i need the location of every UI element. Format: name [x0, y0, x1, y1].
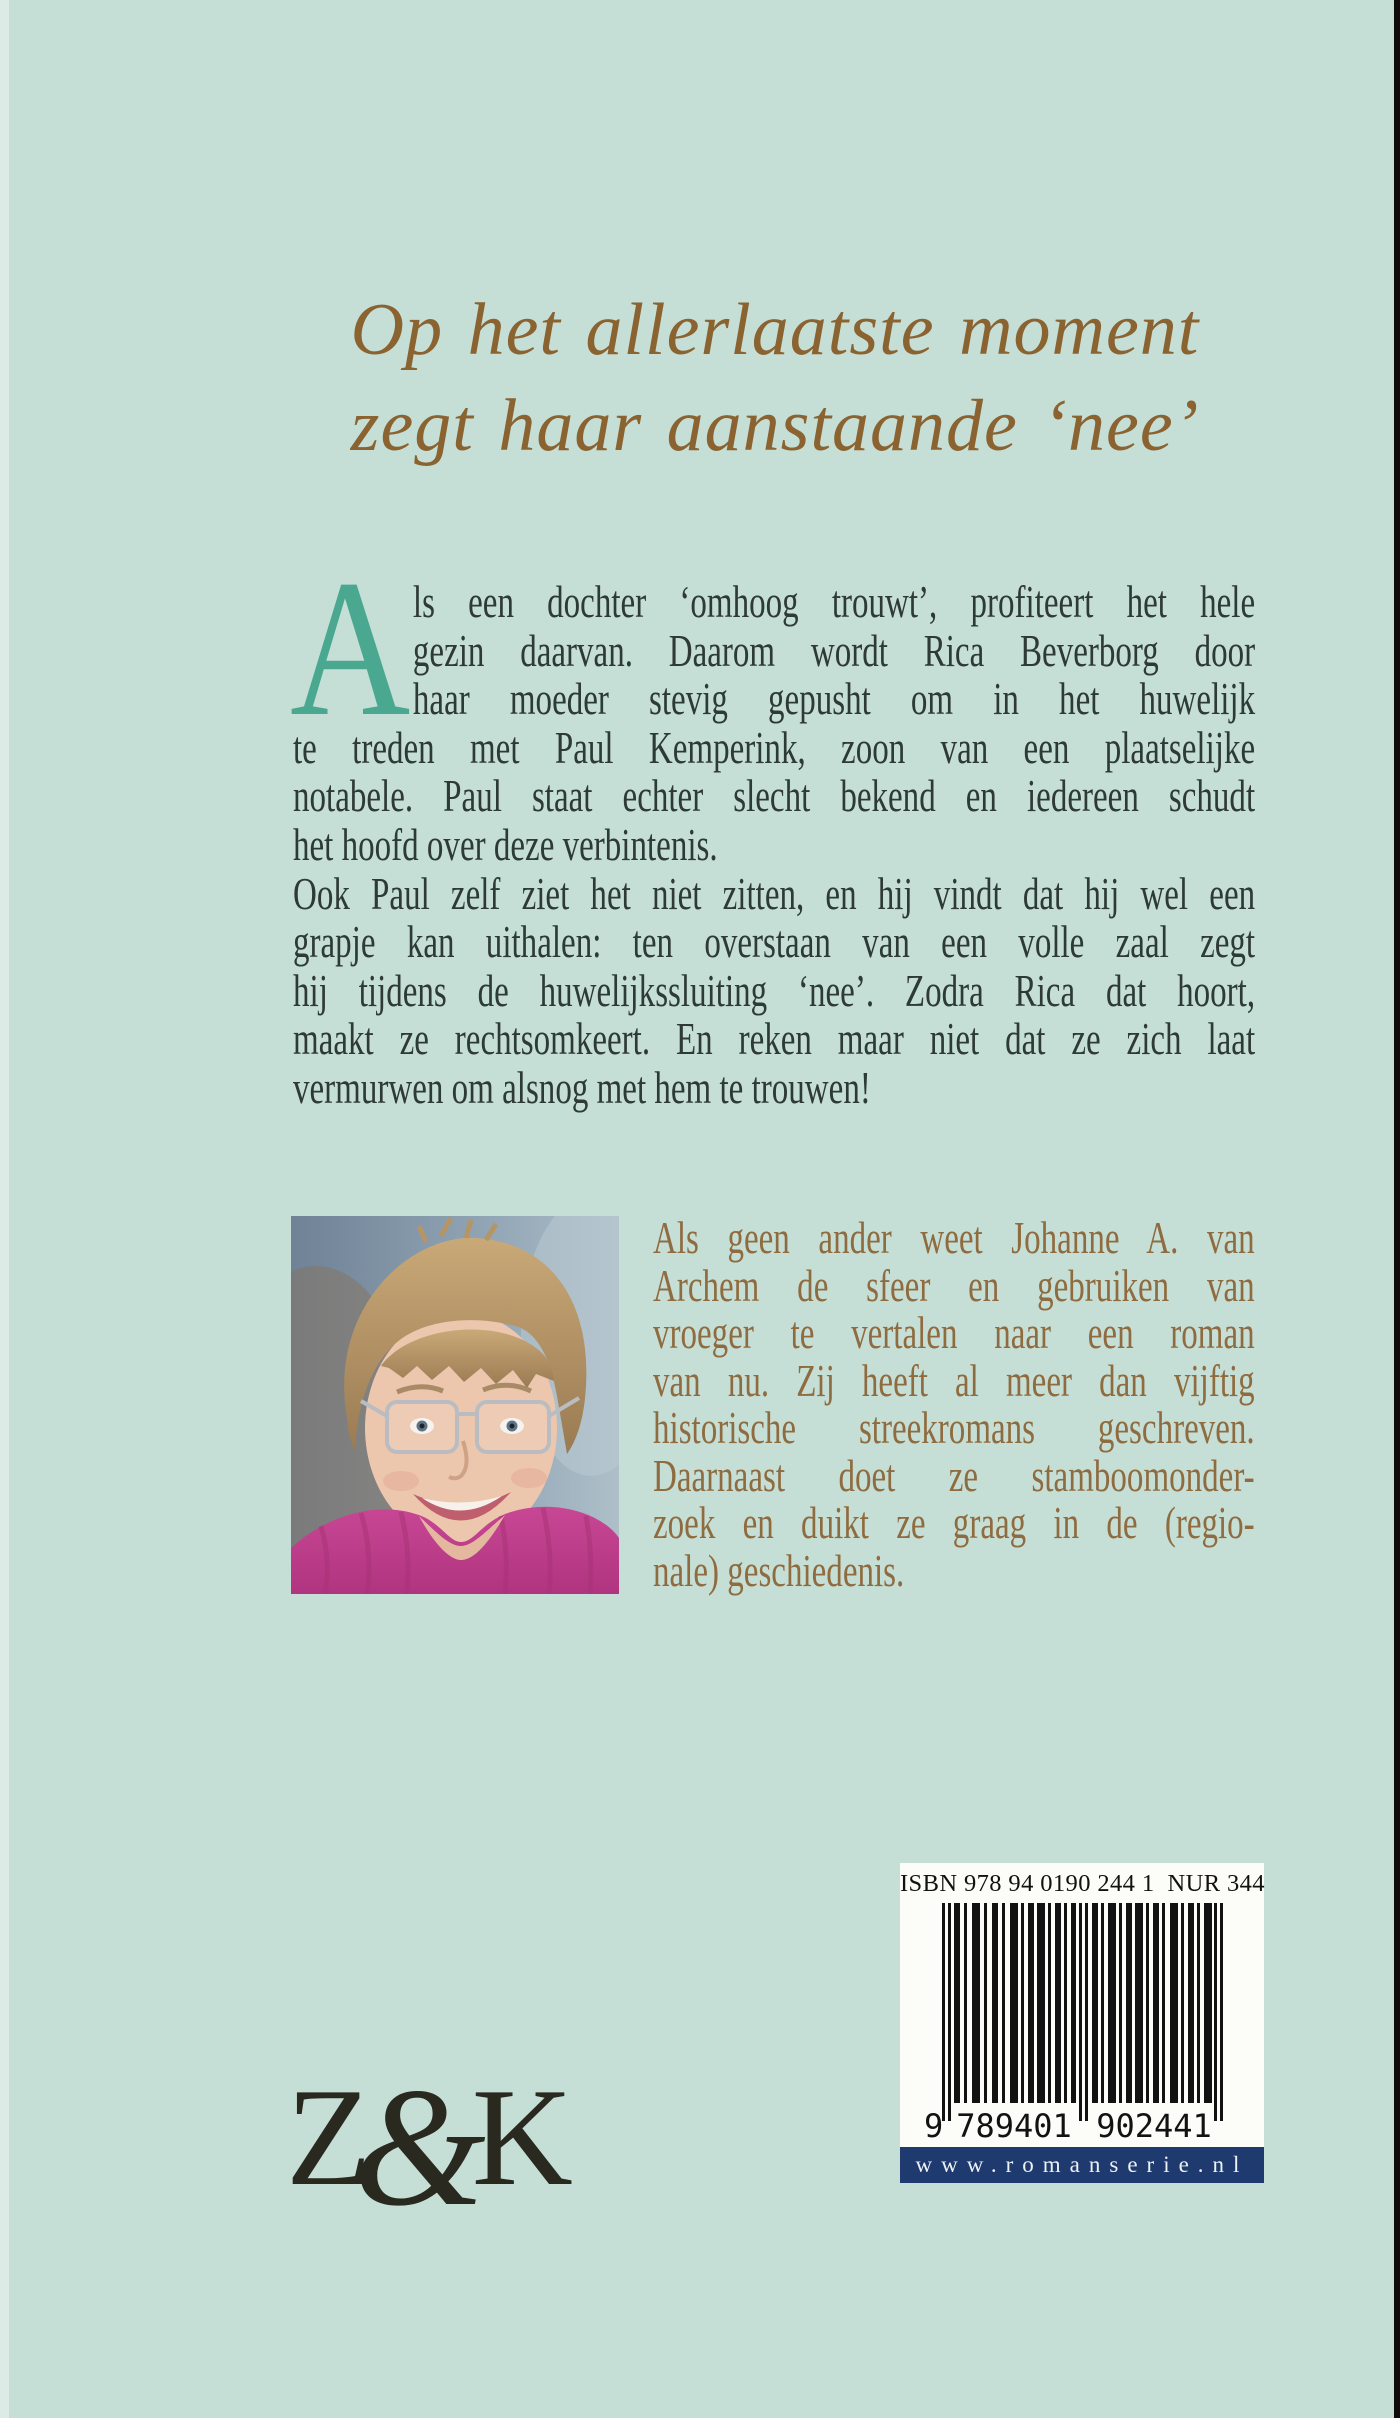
bio-line: vroeger te vertalen naar een roman — [653, 1307, 1255, 1358]
tagline — [240, 282, 1310, 474]
logo-letter-z: Z — [286, 2060, 366, 2215]
synopsis-line: ls een dochter ‘omhoog trouwt’, profiteert het hele — [412, 576, 1256, 627]
barcode-panel — [900, 1863, 1264, 2147]
bio-line: zoek en duikt ze graag in de (regio- — [653, 1497, 1255, 1548]
spine-highlight-strip — [0, 0, 9, 2418]
dropcap-letter: A — [290, 540, 411, 757]
ean-barcode — [922, 1903, 1242, 2143]
barcode-digit-group2: 902441 — [1096, 2107, 1212, 2143]
bio-line: historische streekromans geschreven. — [653, 1402, 1255, 1453]
synopsis-line: Ook Paul zelf ziet het niet zitten, en hij vindt dat hij wel een — [293, 867, 1256, 919]
bio-line: Als geen ander weet Johanne A. van — [653, 1212, 1255, 1263]
barcode-digit-group1: 789401 — [956, 2107, 1072, 2143]
synopsis-line: hij tijdens de huwelijkssluiting ‘nee’. Zodra Rica dat hoort, — [293, 964, 1256, 1016]
synopsis-line: grapje kan uithalen: ten overstaan van een volle zaal zegt — [293, 916, 1256, 968]
publisher-logo — [286, 2052, 567, 2241]
bio-line: Daarnaast doet ze stamboomonder- — [653, 1449, 1255, 1501]
synopsis-line: vermurwen om alsnog met hem te trouwen! — [293, 1061, 871, 1113]
website-band — [900, 2147, 1264, 2183]
bio-line: nale) geschiedenis. — [653, 1544, 905, 1596]
synopsis-line: notabele. Paul staat echter slecht bekend en iedereen schudt — [293, 770, 1256, 822]
synopsis-line: maakt ze rechtsomkeert. En reken maar niet dat ze zich laat — [293, 1013, 1256, 1065]
author-bio — [653, 1214, 1255, 1594]
logo-letter-k: K — [471, 2060, 567, 2215]
website-url: www.romanserie.nl — [915, 2152, 1249, 2177]
logo-ampersand: & — [353, 2053, 486, 2241]
tagline-line2: zegt haar aanstaande ‘nee’ — [350, 385, 1200, 467]
author-photo — [291, 1216, 619, 1594]
bio-line: Archem de sfeer en gebruiken van — [653, 1259, 1255, 1311]
tagline-line1: Op het allerlaatste moment — [350, 289, 1200, 371]
synopsis-line: haar moeder stevig gepusht om in het huwelijk — [412, 673, 1256, 725]
author-portrait-illustration — [291, 1216, 619, 1594]
synopsis-line: gezin daarvan. Daarom wordt Rica Beverborg door — [412, 624, 1256, 676]
synopsis-line: het hoofd over deze verbintenis. — [293, 818, 718, 870]
bio-line: van nu. Zij heeft al meer dan vijftig — [653, 1354, 1255, 1406]
barcode-lead-digit: 9 — [924, 2107, 944, 2143]
isbn-text: ISBN 978 94 0190 244 1 NUR 344 — [900, 1870, 1265, 1897]
page-edge-strip — [1394, 0, 1400, 2418]
synopsis-line: te treden met Paul Kemperink, zoon van een plaatselijke — [293, 721, 1256, 773]
synopsis-text — [293, 578, 1255, 1113]
